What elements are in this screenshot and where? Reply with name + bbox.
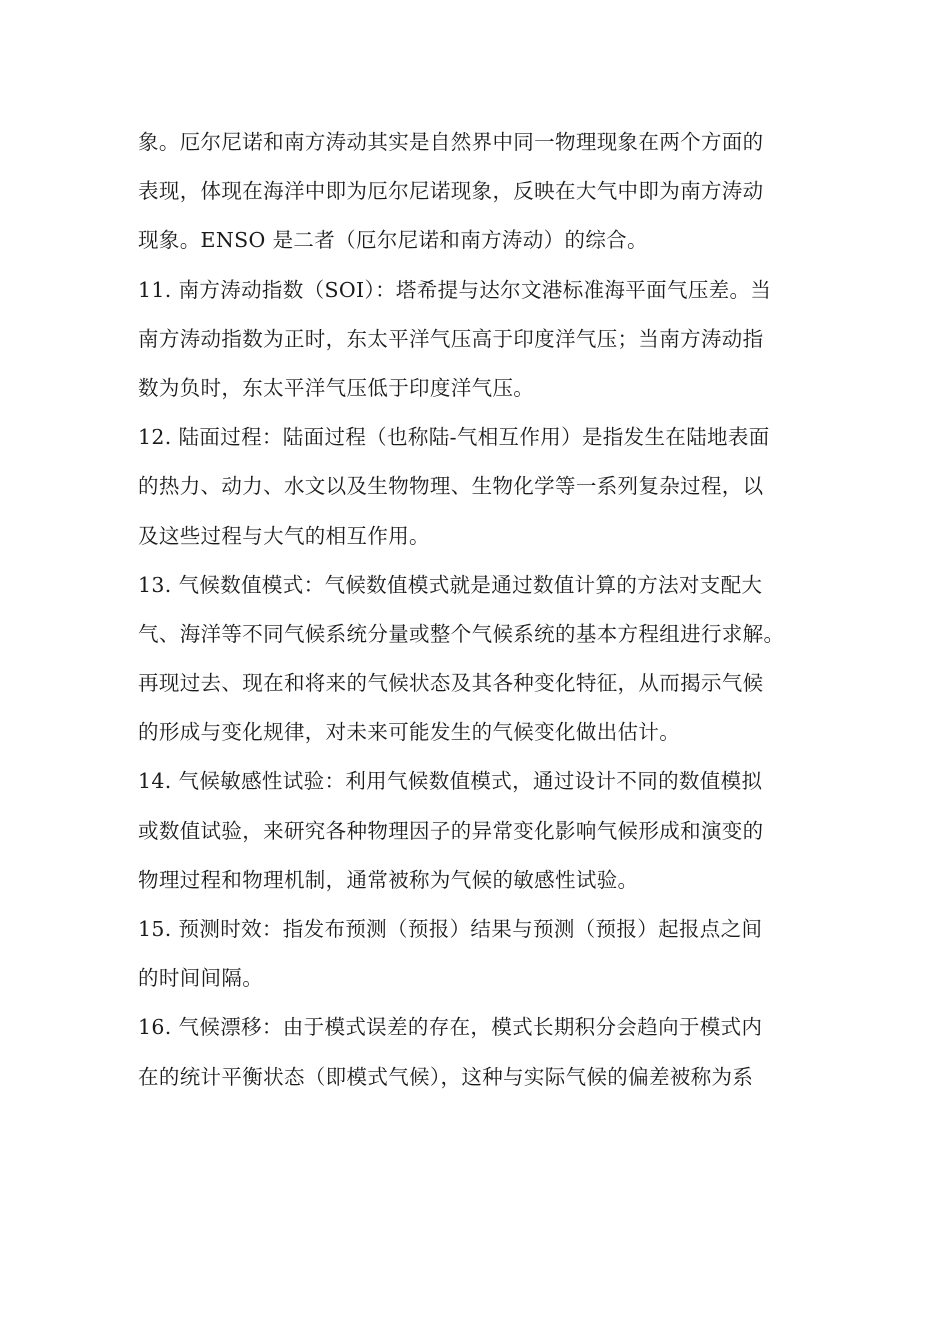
text-line: 16. 气候漂移：由于模式误差的存在，模式长期积分会趋向于模式内	[138, 1015, 763, 1040]
text-line: 南方涛动指数为正时，东太平洋气压高于印度洋气压；当南方涛动指	[138, 326, 764, 351]
text-line: 表现，体现在海洋中即为厄尔尼诺现象，反映在大气中即为南方涛动	[138, 179, 764, 204]
text-line: 气、海洋等不同气候系统分量或整个气候系统的基本方程组进行求解。	[138, 621, 785, 646]
text-line: 13. 气候数值模式：气候数值模式就是通过数值计算的方法对支配大	[138, 572, 763, 597]
text-line: 的形成与变化规律，对未来可能发生的气候变化做出估计。	[138, 720, 681, 745]
text-line: 15. 预测时效：指发布预测（预报）结果与预测（预报）起报点之间	[138, 917, 763, 941]
text-line: 象。厄尔尼诺和南方涛动其实是自然界中同一物理现象在两个方面的	[138, 130, 764, 154]
text-line: 的时间间隔。	[138, 966, 264, 991]
text-line: 在的统计平衡状态（即模式气候），这种与实际气候的偏差被称为系	[138, 1064, 754, 1089]
text-line: 14. 气候敏感性试验：利用气候数值模式，通过设计不同的数值模拟	[138, 769, 763, 794]
text-line: 或数值试验，来研究各种物理因子的异常变化影响气候形成和演变的	[138, 818, 764, 843]
text-line: 物理过程和物理机制，通常被称为气候的敏感性试验。	[138, 867, 639, 892]
text-line: 的热力、动力、水文以及生物物理、生物化学等一系列复杂过程，以	[138, 474, 764, 499]
text-line: 及这些过程与大气的相互作用。	[138, 523, 430, 548]
text-line: 数为负时，东太平洋气压低于印度洋气压。	[138, 375, 535, 400]
document-body	[138, 118, 828, 1102]
text-line: 现象。ENSO 是二者（厄尔尼诺和南方涛动）的综合。	[138, 228, 648, 253]
text-line: 11. 南方涛动指数（SOI）：塔希提与达尔文港标准海平面气压差。当	[138, 277, 772, 302]
text-line: 再现过去、现在和将来的气候状态及其各种变化特征，从而揭示气候	[138, 671, 764, 696]
text-line: 12. 陆面过程：陆面过程（也称陆-气相互作用）是指发生在陆地表面	[138, 425, 770, 450]
